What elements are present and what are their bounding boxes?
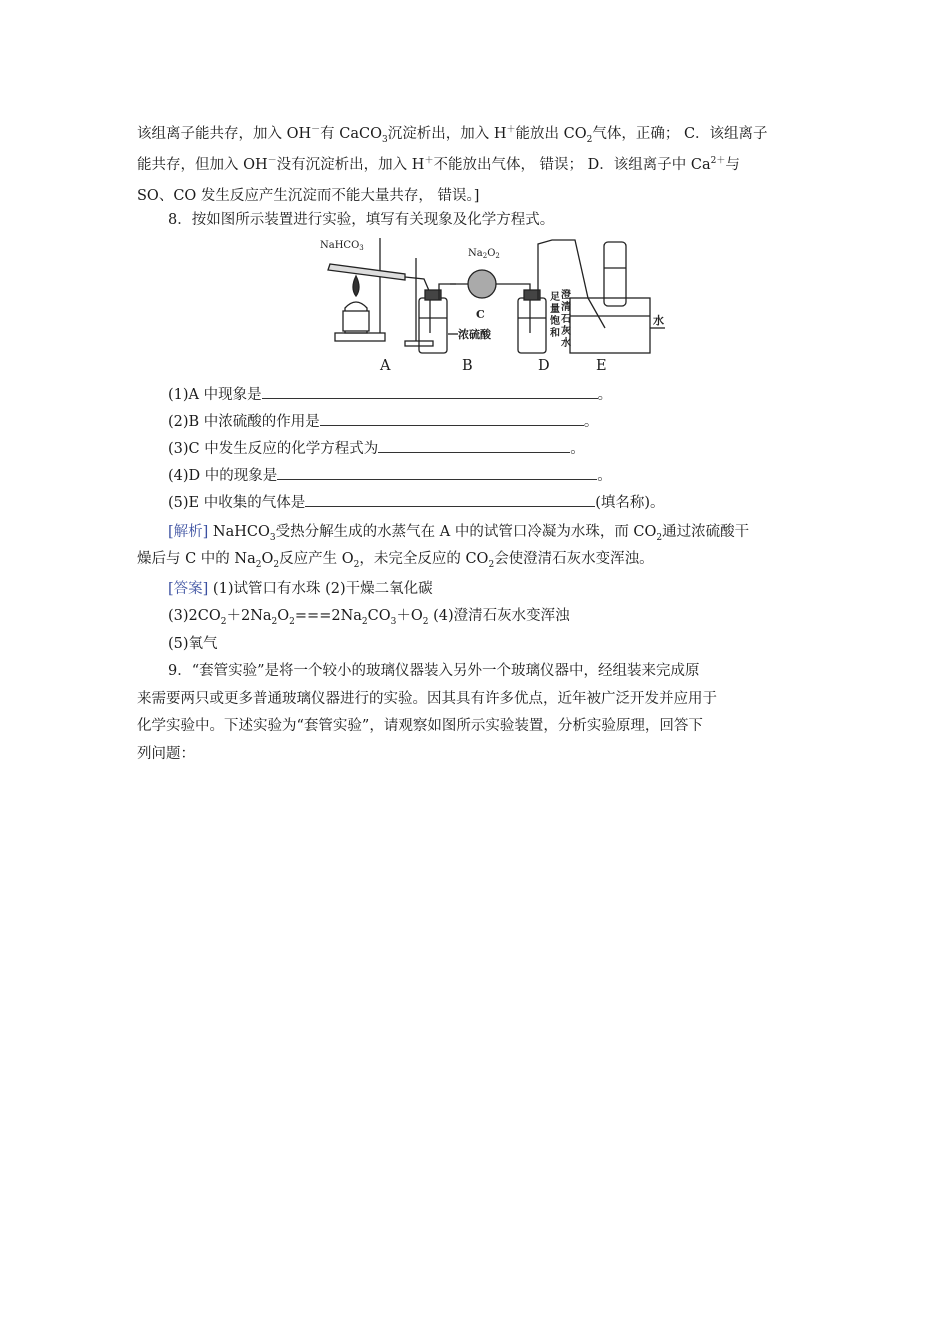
letter-e: E bbox=[596, 358, 607, 374]
q7-line-1: 该组离子能共存，加入 OH－有 CaCO$_3$沉淀析出，加入 H＋能放出 $CO_2$气体，正确； C．该组离子 bbox=[137, 125, 768, 145]
svg-text:足: 足 bbox=[550, 292, 560, 303]
analysis-line-1: [解析] NaHCO$_3$受热分解生成的水蒸气在 A 中的试管口冷凝为水珠，而 $CO_2$通过浓硫酸干 bbox=[168, 524, 750, 543]
blank-4: (4)D 中的现象是 。 bbox=[168, 465, 612, 486]
label-acid: 浓硫酸 bbox=[458, 328, 491, 341]
q9-line-1: 9．“套管实验”是将一个较小的玻璃仪器装入另外一个玻璃仪器中，经组装来完成原 bbox=[168, 663, 700, 679]
answer-line-3: (5)氧气 bbox=[168, 636, 218, 652]
answer-blank-3 bbox=[378, 438, 570, 453]
answer-line-2: $(3)2CO_2+2Na_2O_2===2Na_2CO_3+O_2$ (4)澄清石灰水变浑浊 bbox=[168, 608, 570, 627]
svg-text:水: 水 bbox=[561, 338, 571, 349]
svg-text:和: 和 bbox=[550, 328, 560, 339]
q9-line-2: 来需要两只或更多普通玻璃仪器进行的实验。因其具有许多优点，近年被广泛开发并应用于 bbox=[137, 691, 717, 707]
analysis-line-2: 燥后与 C 中的 $Na_2O_2$反应产生 $O_2$，未完全反应的 $CO_2$会使澄清石灰水变浑浊。 bbox=[137, 551, 654, 570]
svg-text:灰: 灰 bbox=[561, 326, 571, 337]
svg-text:量: 量 bbox=[550, 304, 560, 315]
analysis-tag: [解析] bbox=[168, 524, 209, 540]
svg-text:澄: 澄 bbox=[561, 290, 571, 301]
label-c: C bbox=[476, 308, 485, 321]
label-water: 水 bbox=[653, 314, 664, 327]
q7-line-2: 能共存，但加入 OH－没有沉淀析出，加入 H＋不能放出气体， 错误； D．该组离子中 $Ca^{2+}$与 bbox=[137, 156, 740, 173]
svg-text:石: 石 bbox=[561, 314, 571, 325]
answer-line-1: [答案] (1)试管口有水珠 (2)干燥二氧化碳 bbox=[168, 581, 433, 597]
answer-blank-4 bbox=[277, 465, 597, 480]
apparatus-diagram bbox=[320, 238, 665, 373]
letter-b: B bbox=[462, 358, 473, 374]
q9-line-4: 列问题： bbox=[137, 746, 195, 762]
blank-3: (3)C 中发生反应的化学方程式为 。 bbox=[168, 438, 585, 459]
label-nahco3: NaHCO$_3$ bbox=[320, 240, 364, 252]
letter-d: D bbox=[538, 358, 550, 374]
q8-stem: 8．按如图所示装置进行实验，填写有关现象及化学方程式。 bbox=[168, 212, 555, 228]
label-na2o2: $Na_2O_2$ bbox=[468, 248, 500, 260]
svg-text:清: 清 bbox=[561, 302, 571, 313]
answer-blank-5 bbox=[305, 492, 595, 507]
answer-blank-2 bbox=[320, 411, 584, 426]
q9-line-3: 化学实验中。下述实验为“套管实验”，请观察如图所示实验装置，分析实验原理，回答下 bbox=[137, 718, 703, 734]
blank-5: (5)E 中收集的气体是 (填名称)。 bbox=[168, 492, 665, 513]
q7-line-3: SO、CO 发生反应产生沉淀而不能大量共存， 错误。] bbox=[137, 188, 480, 204]
answer-blank-1 bbox=[262, 384, 598, 399]
answer-tag: [答案] bbox=[168, 581, 209, 597]
blank-1: (1)A 中现象是 。 bbox=[168, 384, 612, 405]
svg-text:饱: 饱 bbox=[550, 316, 560, 327]
letter-a: A bbox=[380, 358, 391, 374]
blank-2: (2)B 中浓硫酸的作用是 。 bbox=[168, 411, 598, 432]
